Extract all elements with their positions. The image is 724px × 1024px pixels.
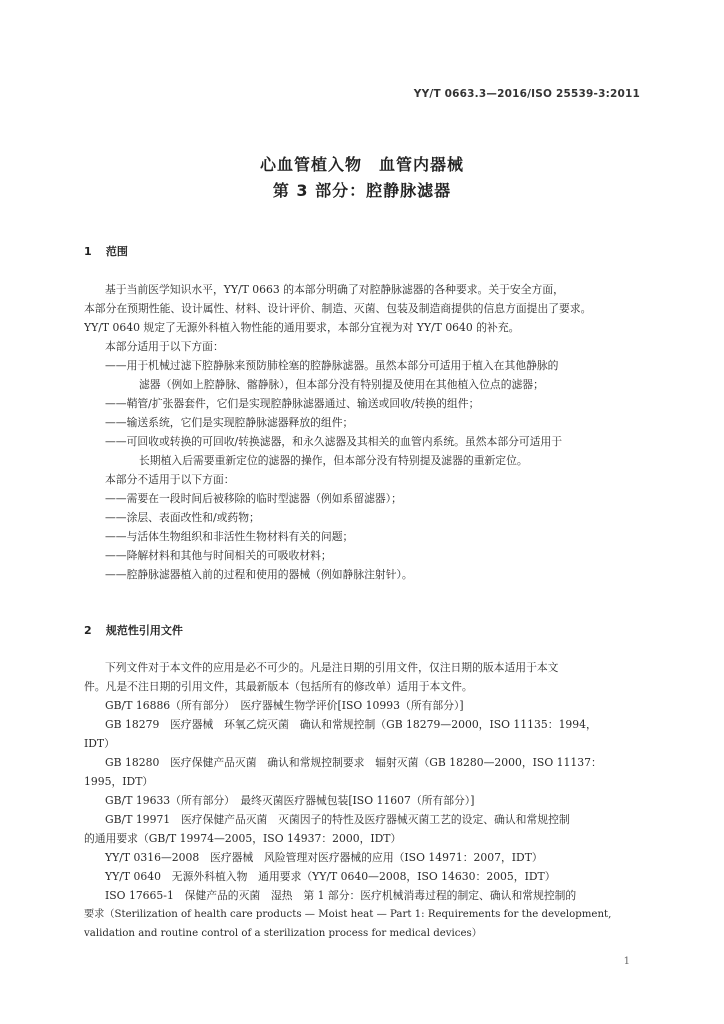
section-title: 规范性引用文件 xyxy=(105,624,183,637)
list-item: ——鞘管/扩张器套件，它们是实现腔静脉滤器通过、输送或回收/转换的组件； xyxy=(105,397,480,410)
reference-entry: GB/T 19633（所有部分） 最终灭菌医疗器械包装[ISO 11607（所有部分）] xyxy=(105,794,475,807)
list-item: ——需要在一段时间后被移除的临时型滤器（例如系留滤器）； xyxy=(105,492,402,505)
list-item: ——与活体生物组织和非活性生物材料有关的问题； xyxy=(105,530,354,543)
paragraph-line: 本部分不适用于以下方面： xyxy=(105,473,235,486)
list-item: ——腔静脉滤器植入前的过程和使用的器械（例如静脉注射针）。 xyxy=(105,568,413,581)
reference-entry-continued: validation and routine control of a sterilization process for medical devices） xyxy=(84,928,482,939)
reference-entry: GB 18279 医疗器械 环氧乙烷灭菌 确认和常规控制（GB 18279—2000，ISO 11135：1994， xyxy=(105,718,597,731)
list-item-continued: 长期植入后需要重新定位的滤器的操作，但本部分没有特别提及滤器的重新定位。 xyxy=(139,454,528,467)
list-item: ——可回收或转换的可回收/转换滤器，和永久滤器及其相关的血管内系统。虽然本部分可适用于 xyxy=(105,435,563,448)
section-1-body xyxy=(84,280,644,584)
list-item: ——输送系统，它们是实现腔静脉滤器释放的组件； xyxy=(105,416,354,429)
reference-entry: GB/T 19971 医疗保健产品灭菌 灭菌因子的特性及医疗器械灭菌工艺的设定、确认和常规控制 xyxy=(105,813,570,826)
paragraph-line: 基于当前医学知识水平，YY/T 0663 的本部分明确了对腔静脉滤器的各种要求。关于安全方面， xyxy=(105,283,564,296)
list-item-continued: 滤器（例如上腔静脉、髂静脉），但本部分没有特别提及使用在其他植入位点的滤器； xyxy=(139,378,544,391)
reference-entry: GB/T 16886（所有部分） 医疗器械生物学评价[ISO 10993（所有部分）] xyxy=(105,699,464,712)
section-number: 1 xyxy=(84,245,92,258)
paragraph-line: 本部分适用于以下方面： xyxy=(105,340,224,353)
document-title: 心血管植入物 血管内器械 xyxy=(259,155,464,174)
section-2-body xyxy=(84,658,644,943)
reference-entry-continued: 的通用要求（GB/T 19974—2005，ISO 14937：2000，IDT） xyxy=(84,832,402,845)
section-number: 2 xyxy=(84,624,92,637)
section-title: 范围 xyxy=(105,245,128,258)
reference-entry: YY/T 0640 无源外科植入物 通用要求（YY/T 0640—2008，ISO 14630：2005，IDT） xyxy=(105,870,556,883)
paragraph-line: 下列文件对于本文件的应用是必不可少的。凡是注日期的引用文件，仅注日期的版本适用于本文 xyxy=(105,661,559,674)
page-number: 1 xyxy=(623,956,630,967)
document-subtitle: 第 3 部分：腔静脉滤器 xyxy=(272,181,452,200)
list-item: ——用于机械过滤下腔静脉来预防肺栓塞的腔静脉滤器。虽然本部分可适用于植入在其他静脉的 xyxy=(105,359,559,372)
reference-entry: YY/T 0316—2008 医疗器械 风险管理对医疗器械的应用（ISO 14971：2007，IDT） xyxy=(105,851,543,864)
reference-entry-continued: 1995，IDT） xyxy=(84,775,154,788)
list-item: ——降解材料和其他与时间相关的可吸收材料； xyxy=(105,549,332,562)
paragraph-line: 件。凡是不注日期的引用文件，其最新版本（包括所有的修改单）适用于本文件。 xyxy=(84,680,473,693)
reference-entry: GB 18280 医疗保健产品灭菌 确认和常规控制要求 辐射灭菌（GB 18280—2000，ISO 11137： xyxy=(105,756,602,769)
section-1-heading xyxy=(84,243,128,259)
paragraph-line: YY/T 0640 规定了无源外科植入物性能的通用要求，本部分宜视为对 YY/T 0640 的补充。 xyxy=(84,321,520,334)
paragraph-line: 本部分在预期性能、设计属性、材料、设计评价、制造、灭菌、包装及制造商提供的信息方面提出了要求。 xyxy=(84,302,592,315)
reference-entry: ISO 17665-1 保健产品的灭菌 湿热 第 1 部分：医疗机械消毒过程的制定、确认和常规控制的 xyxy=(105,889,577,902)
standard-number: YY/T 0663.3—2016/ISO 25539-3:2011 xyxy=(413,88,640,100)
reference-entry-continued: 要求（Sterilization of health care products — Moist heat — Part 1: Requirements for the development, xyxy=(84,909,612,920)
section-2-heading xyxy=(84,622,183,638)
reference-entry-continued: IDT） xyxy=(84,737,115,750)
list-item: ——涂层、表面改性和/或药物； xyxy=(105,511,260,524)
